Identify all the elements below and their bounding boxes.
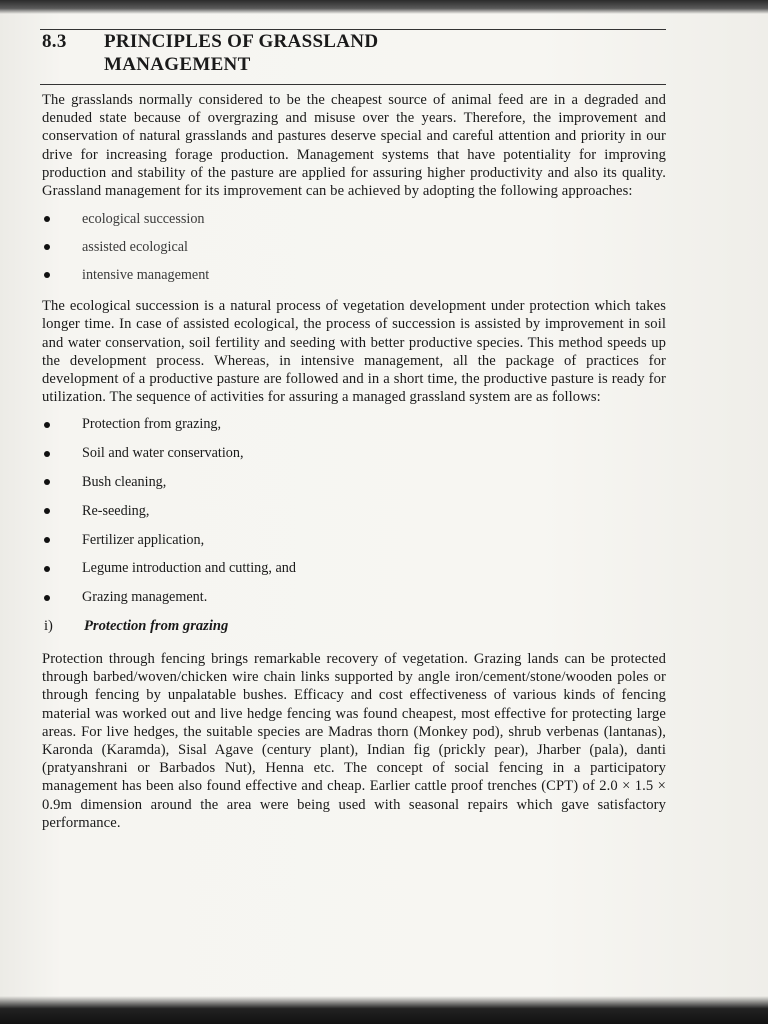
bullet-icon (44, 216, 50, 222)
list-item: Protection from grazing, (42, 410, 666, 439)
intro-paragraph: The grasslands normally considered to be the cheapest source of animal feed are in a degraded and denuded state because of overgrazing and misuse over the years. Therefore, the improvement and conservation of natural grasslands and pastures deserve special and careful attention and priority in our drive for increasing forage production. Management systems that have potentiality for improving production and stability of the pasture are applied for assuring higher productivity and also its quality. Grassland management for its improvement can be achieved by adopting the following approaches: (42, 92, 666, 200)
list-item: Legume introduction and cutting, and (42, 554, 666, 583)
section-number: 8.3 (42, 31, 67, 52)
page-top-shadow (0, 0, 768, 14)
protection-paragraph: Protection through fencing brings remarkable recovery of vegetation. Grazing lands can be protected through barbed/woven/chicken wire chain links supported by angle iron/cement/stone/wooden poles or through fencing by unpalatable bushes. Efficacy and cost effectiveness of various kinds of fencing material was worked out and live hedge fencing was found cheapest, most effective for protecting large areas. For live hedges, the suitable species are Madras thorn (Monkey pod), shrub verbenas (lantanas), Karonda (Karamda), Sisal Agave (century plant), Indian fig (prickly pear), Jharber (pala), danti (pratyanshrani or Barbados Nut), Henna etc. The concept of social fencing in a participatory management has been also found effective and cheap. Earlier cattle proof trenches (CPT) of 2.0 × 1.5 × 0.9m dimension around the area were being used with seasonal repairs which gave satisfactory performance. (42, 651, 666, 831)
list-item: Grazing management. (42, 583, 666, 612)
bullet-icon (44, 508, 50, 514)
list-item: assisted ecological (42, 233, 666, 261)
section-title (104, 30, 564, 76)
subsection-title: Protection from grazing (84, 618, 229, 635)
subsection-heading (42, 614, 666, 638)
list-item: ecological succession (42, 205, 666, 233)
list-item: intensive management (42, 261, 666, 289)
list-item: Bush cleaning, (42, 468, 666, 497)
list-item: Fertilizer application, (42, 526, 666, 555)
bullet-icon (44, 244, 50, 250)
bullet-icon (44, 537, 50, 543)
bullet-icon (44, 272, 50, 278)
section-title-line2: MANAGEMENT (104, 54, 251, 75)
subsection-marker: i) (44, 618, 53, 635)
list-item: Soil and water conservation, (42, 439, 666, 468)
succession-paragraph: The ecological succession is a natural process of vegetation development under protection which takes longer time. In case of assisted ecological, the process of succession is assisted by improvement in soil and water conservation, soil fertility and seeding with better productive species. This method speeds up the development process. Whereas, in intensive management, all the package of practices for development of a productive pasture are followed and in a short time, the productive pasture is ready for utilization. The sequence of activities for assuring a managed grassland system are as follows: (42, 298, 666, 406)
bullet-icon (44, 566, 50, 572)
section-title-line1: PRINCIPLES OF GRASSLAND (104, 31, 379, 52)
section-body (42, 91, 666, 832)
activities-list (42, 410, 666, 612)
bullet-icon (44, 595, 50, 601)
approaches-list (42, 205, 666, 289)
page-bottom-shadow (0, 996, 768, 1024)
bullet-icon (44, 479, 50, 485)
list-item: Re-seeding, (42, 497, 666, 526)
bullet-icon (44, 451, 50, 457)
heading-rule-bottom (40, 84, 666, 85)
bullet-icon (44, 422, 50, 428)
